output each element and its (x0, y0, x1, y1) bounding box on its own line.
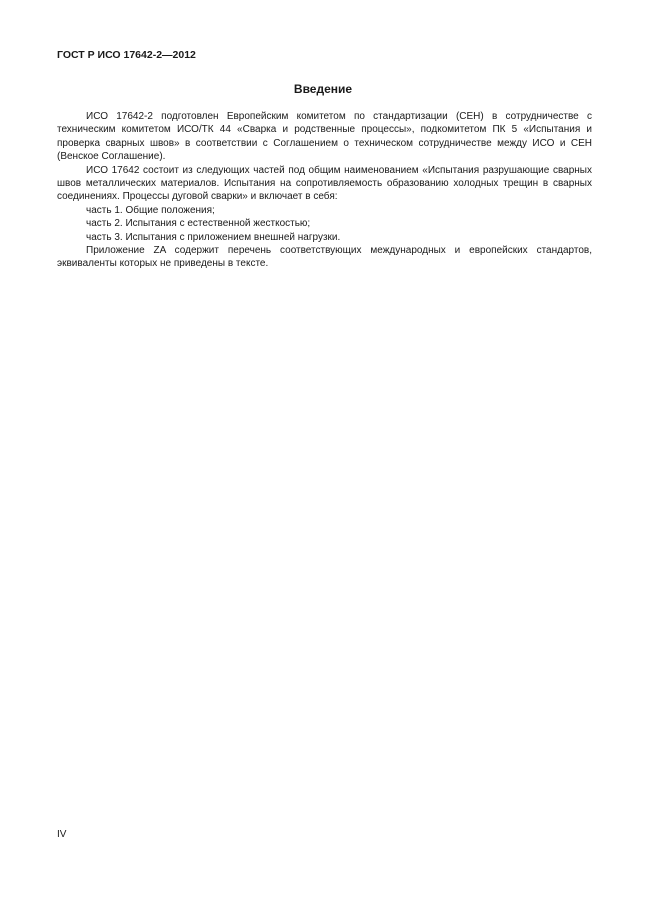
section-title: Введение (293, 82, 353, 96)
list-item-part-3: часть 3. Испытания с приложением внешней нагрузки. (86, 231, 341, 243)
paragraph-annex-za: Приложение ZA содержит перечень соответствующих международных и европейских стандартов, эквиваленты которых не приведены в тексте. (57, 245, 592, 270)
page-number: IV (57, 829, 67, 840)
introduction-body (57, 110, 592, 271)
document-id-header: ГОСТ Р ИСО 17642-2—2012 (57, 49, 196, 61)
paragraph-preparation: ИСО 17642-2 подготовлен Европейским комитетом по стандартизации (СЕН) в сотрудничестве с техническим комитетом ИСО/ТК 44 «Сварка и родственные процессы», подкомитетом ПК 5 «Испытания и проверка сварных швов» в соответствии с Соглашением о техническом сотрудничестве между ИСО и СЕН (Венское Соглашение). (57, 111, 592, 163)
list-item-part-2: часть 2. Испытания с естественной жесткостью; (86, 218, 311, 230)
paragraph-parts-overview: ИСО 17642 состоит из следующих частей под общим наименованием «Испытания разрушающие сварных швов металлических материалов. Испытания на сопротивляемость образованию холодных трещин в сварных соединениях. Процессы дуговой сварки» и включает в себя: (57, 164, 592, 203)
list-item-part-1: часть 1. Общие положения; (86, 204, 215, 216)
